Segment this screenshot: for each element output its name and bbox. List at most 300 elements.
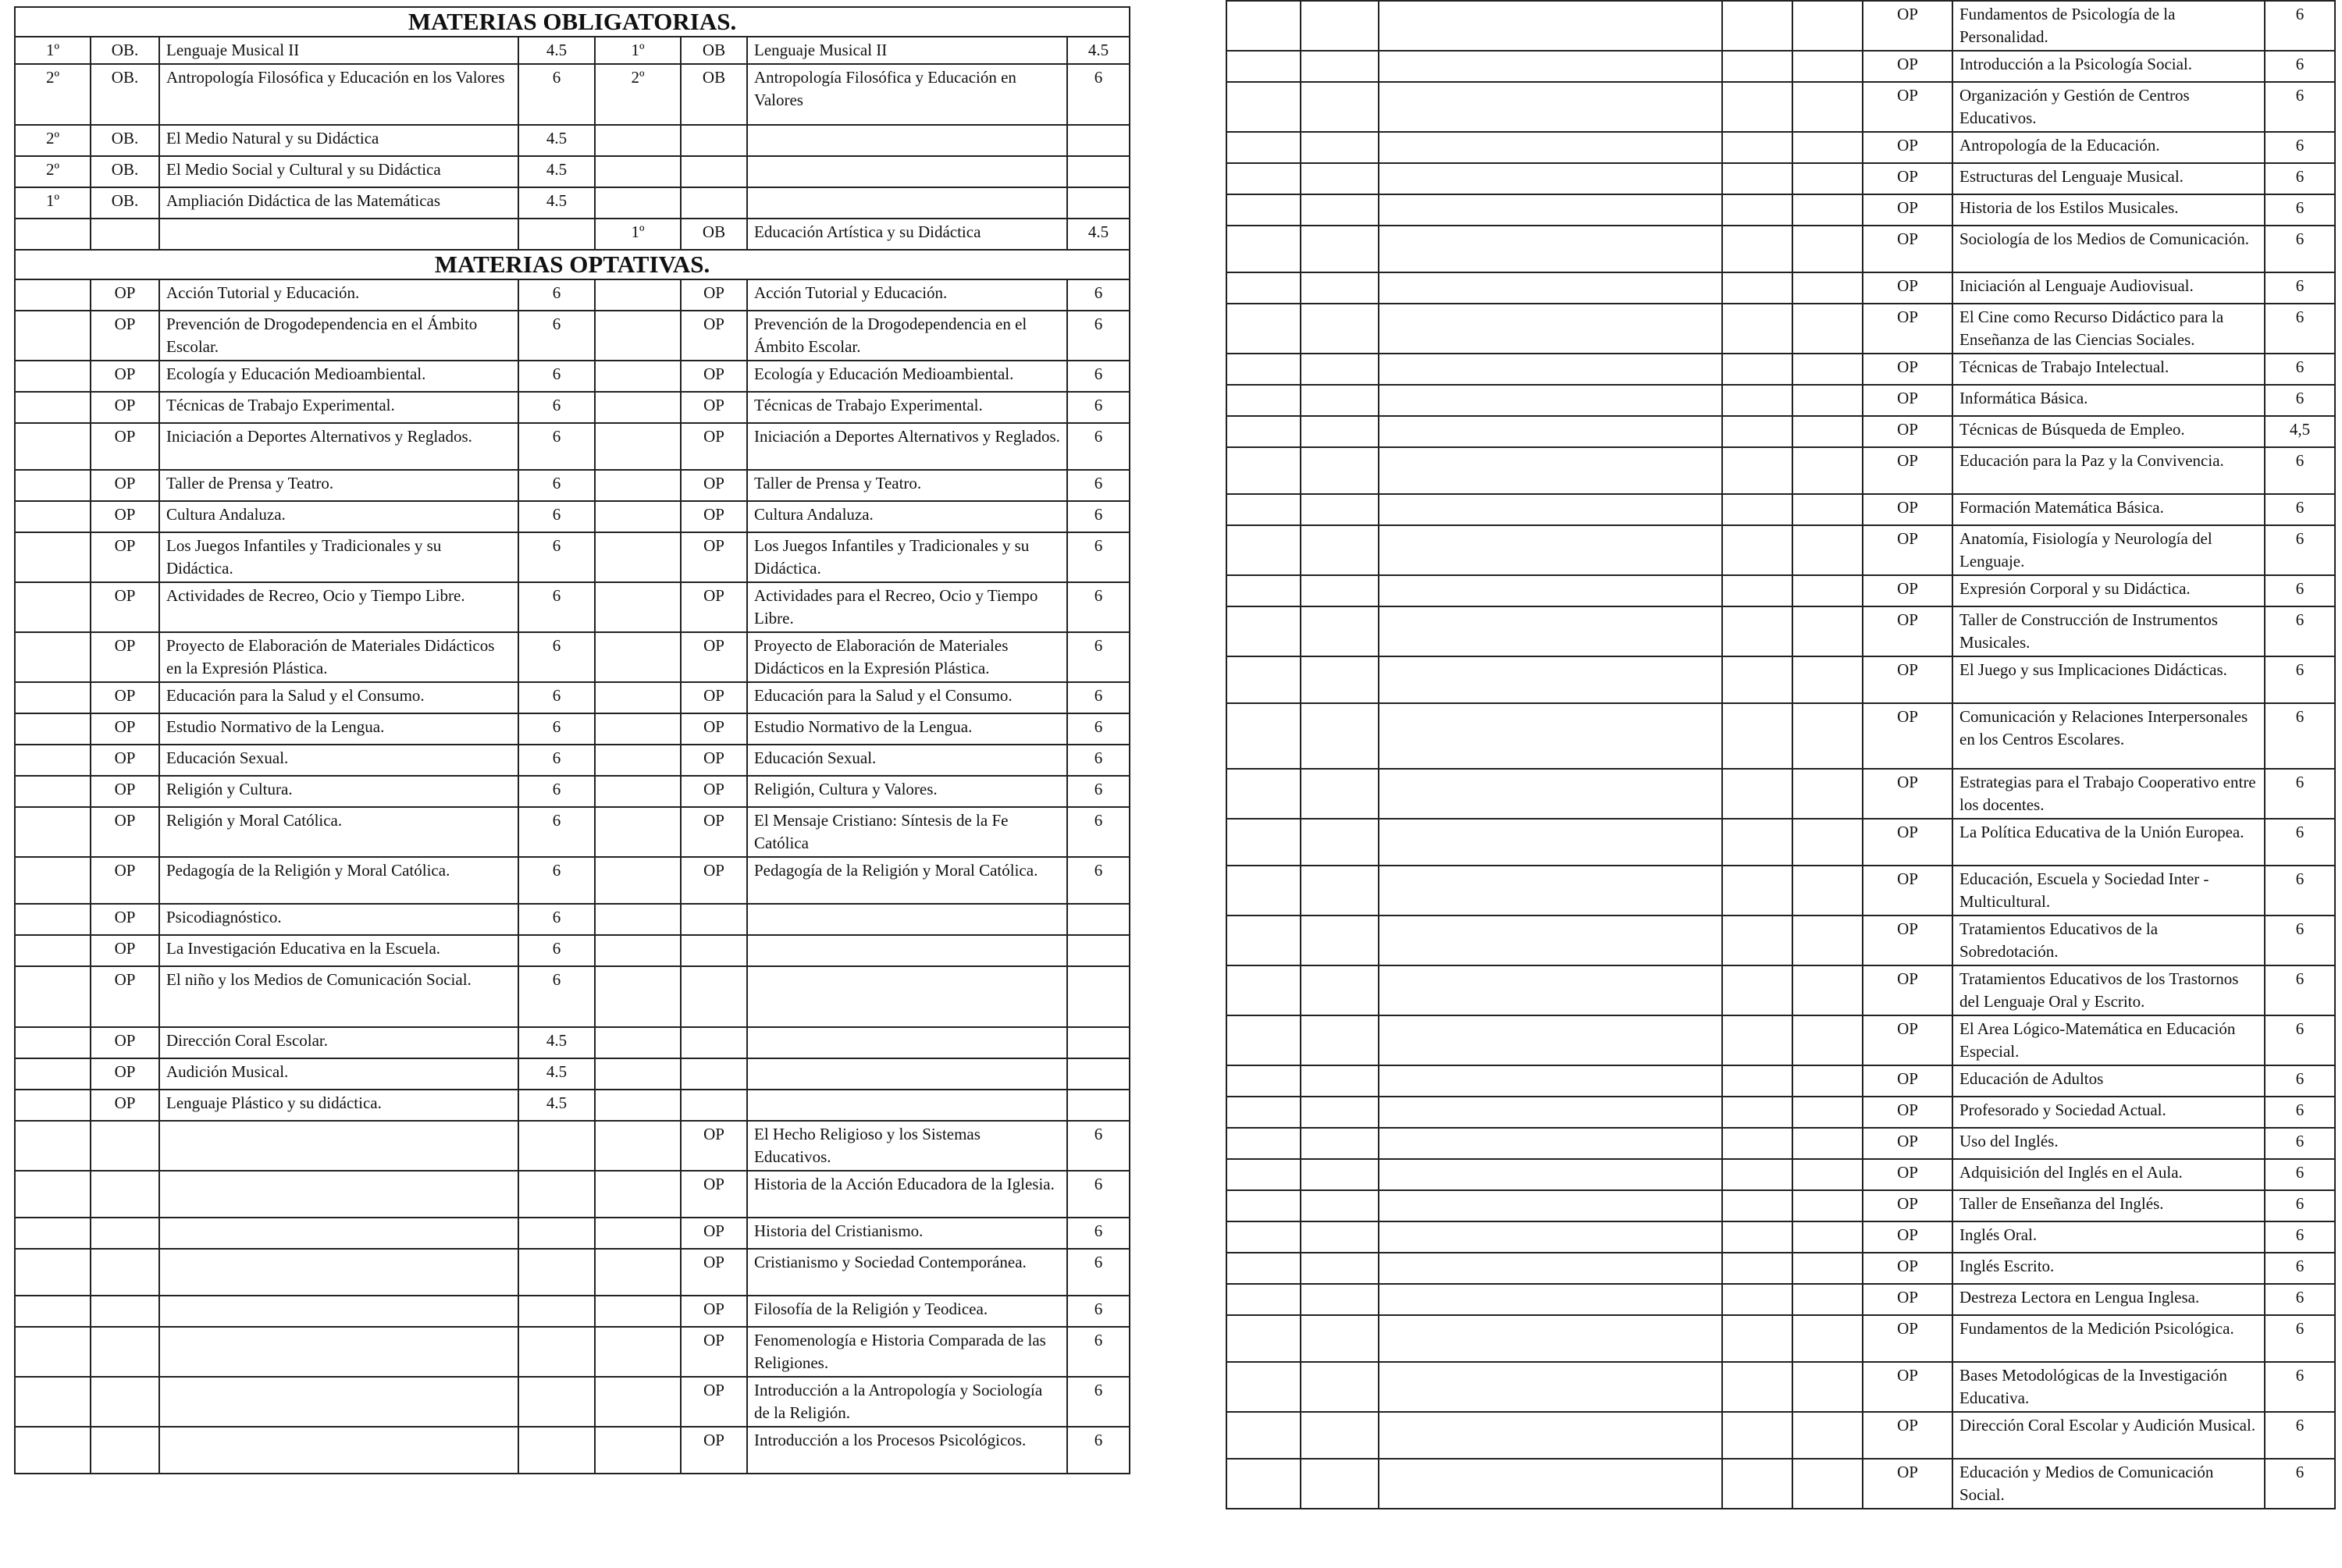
- blank-cell: [1379, 494, 1722, 525]
- course-cell: [15, 1090, 91, 1121]
- type-cell: OP: [1863, 1362, 1952, 1412]
- credits-cell: 6: [2265, 703, 2335, 769]
- credits-cell: 6: [1067, 1249, 1130, 1296]
- blank-cell: [1722, 606, 1792, 656]
- blank-cell: [1722, 494, 1792, 525]
- table-row: [15, 966, 1130, 1027]
- table-row: [15, 125, 1130, 156]
- subject-cell: Dirección Coral Escolar.: [159, 1027, 518, 1058]
- type-cell: OP: [681, 1296, 747, 1327]
- type-cell: [91, 1327, 159, 1377]
- blank-cell: [1792, 1097, 1863, 1128]
- blank-cell: [1792, 1362, 1863, 1412]
- credits-cell: 6: [518, 392, 595, 423]
- subject-cell: [747, 156, 1067, 187]
- blank-cell: [1226, 1412, 1301, 1459]
- blank-cell: [1301, 272, 1379, 304]
- subject-cell: Educación Artística y su Didáctica: [747, 219, 1067, 250]
- blank-cell: [1722, 51, 1792, 82]
- blank-cell: [1226, 226, 1301, 272]
- credits-cell: 6: [2265, 354, 2335, 385]
- type-cell: OP: [681, 1327, 747, 1377]
- blank-cell: [1722, 656, 1792, 703]
- table-row: [15, 423, 1130, 470]
- type-cell: [681, 156, 747, 187]
- subject-cell: Proyecto de Elaboración de Materiales Didácticos en la Expresión Plástica.: [159, 632, 518, 682]
- course-cell: [15, 904, 91, 935]
- type-cell: OP: [681, 532, 747, 582]
- subject-cell: Historia de los Estilos Musicales.: [1952, 194, 2265, 226]
- subject-cell: Prevención de la Drogodependencia en el Ámbito Escolar.: [747, 311, 1067, 361]
- course-cell: [15, 1171, 91, 1218]
- type-cell: OP: [91, 470, 159, 501]
- credits-cell: [518, 1427, 595, 1474]
- course-cell: [15, 279, 91, 311]
- subject-cell: [747, 1058, 1067, 1090]
- credits-cell: 6: [518, 966, 595, 1027]
- subject-cell: [159, 1171, 518, 1218]
- type-cell: OP: [681, 470, 747, 501]
- credits-cell: 6: [1067, 64, 1130, 125]
- credits-cell: 6: [1067, 423, 1130, 470]
- credits-cell: 6: [2265, 1159, 2335, 1190]
- type-cell: OP: [681, 1218, 747, 1249]
- credits-cell: 6: [2265, 226, 2335, 272]
- blank-cell: [1301, 416, 1379, 447]
- blank-cell: [1792, 525, 1863, 575]
- blank-cell: [1301, 965, 1379, 1015]
- blank-cell: [1722, 1065, 1792, 1097]
- credits-cell: [518, 1377, 595, 1427]
- course-cell: [15, 423, 91, 470]
- table-row: [15, 632, 1130, 682]
- blank-cell: [1226, 1362, 1301, 1412]
- type-cell: OP: [1863, 575, 1952, 606]
- type-cell: OP: [1863, 819, 1952, 866]
- type-cell: OP: [1863, 606, 1952, 656]
- blank-cell: [1722, 575, 1792, 606]
- blank-cell: [1792, 916, 1863, 965]
- blank-cell: [1301, 194, 1379, 226]
- table-row: [15, 532, 1130, 582]
- course-cell: [15, 582, 91, 632]
- subject-cell: Fundamentos de la Medición Psicológica.: [1952, 1315, 2265, 1362]
- credits-cell: 6: [1067, 632, 1130, 682]
- blank-cell: [1226, 1253, 1301, 1284]
- course-cell: [15, 1296, 91, 1327]
- blank-cell: [1379, 354, 1722, 385]
- table-row: [1226, 447, 2335, 494]
- type-cell: OB: [681, 219, 747, 250]
- subject-cell: Antropología Filosófica y Educación en los Valores: [159, 64, 518, 125]
- type-cell: OP: [1863, 525, 1952, 575]
- blank-cell: [1792, 1128, 1863, 1159]
- course-cell: [15, 1249, 91, 1296]
- table-row: [1226, 703, 2335, 769]
- subject-cell: Estructuras del Lenguaje Musical.: [1952, 163, 2265, 194]
- table-row: [1226, 916, 2335, 965]
- course-cell: [15, 935, 91, 966]
- subject-cell: [747, 125, 1067, 156]
- type-cell: OP: [1863, 1459, 1952, 1509]
- subject-cell: Historia de la Acción Educadora de la Iglesia.: [747, 1171, 1067, 1218]
- type-cell: OP: [681, 682, 747, 713]
- credits-cell: 4.5: [1067, 219, 1130, 250]
- credits-cell: 6: [2265, 1315, 2335, 1362]
- subject-cell: Inglés Oral.: [1952, 1221, 2265, 1253]
- course-cell: [595, 904, 681, 935]
- table-row: [15, 279, 1130, 311]
- type-cell: OP: [1863, 416, 1952, 447]
- credits-cell: 6: [2265, 769, 2335, 819]
- credits-cell: 6: [1067, 1218, 1130, 1249]
- subject-cell: [159, 1249, 518, 1296]
- subject-cell: Introducción a los Procesos Psicológicos.: [747, 1427, 1067, 1474]
- blank-cell: [1301, 494, 1379, 525]
- table-row: [15, 392, 1130, 423]
- credits-cell: 6: [518, 776, 595, 807]
- credits-cell: 6: [2265, 866, 2335, 916]
- type-cell: OP: [1863, 354, 1952, 385]
- course-cell: 2º: [595, 64, 681, 125]
- subject-cell: Lenguaje Musical II: [159, 37, 518, 64]
- credits-cell: 6: [2265, 1284, 2335, 1315]
- type-cell: [681, 1058, 747, 1090]
- blank-cell: [1722, 1253, 1792, 1284]
- subject-cell: Antropología de la Educación.: [1952, 132, 2265, 163]
- type-cell: OP: [91, 904, 159, 935]
- blank-cell: [1722, 819, 1792, 866]
- course-cell: [15, 501, 91, 532]
- table-row: [1226, 226, 2335, 272]
- blank-cell: [1792, 1065, 1863, 1097]
- credits-cell: 6: [1067, 1427, 1130, 1474]
- subject-cell: Taller de Enseñanza del Inglés.: [1952, 1190, 2265, 1221]
- type-cell: [681, 1090, 747, 1121]
- subject-cell: [159, 1427, 518, 1474]
- course-cell: [595, 187, 681, 219]
- subject-cell: Iniciación a Deportes Alternativos y Reglados.: [159, 423, 518, 470]
- blank-cell: [1722, 866, 1792, 916]
- subject-cell: Informática Básica.: [1952, 385, 2265, 416]
- type-cell: OP: [1863, 1097, 1952, 1128]
- type-cell: OP: [1863, 1253, 1952, 1284]
- type-cell: OP: [681, 582, 747, 632]
- table-row: [1226, 866, 2335, 916]
- blank-cell: [1226, 1221, 1301, 1253]
- course-cell: [595, 745, 681, 776]
- table-row: [1226, 1190, 2335, 1221]
- subject-cell: El Medio Social y Cultural y su Didáctica: [159, 156, 518, 187]
- table-row: [15, 682, 1130, 713]
- blank-cell: [1379, 819, 1722, 866]
- blank-cell: [1792, 965, 1863, 1015]
- course-cell: [15, 470, 91, 501]
- subject-cell: Actividades de Recreo, Ocio y Tiempo Libre.: [159, 582, 518, 632]
- subject-cell: El Mensaje Cristiano: Síntesis de la Fe Católica: [747, 807, 1067, 857]
- subject-cell: [159, 219, 518, 250]
- subject-cell: Pedagogía de la Religión y Moral Católica.: [747, 857, 1067, 904]
- credits-cell: [1067, 187, 1130, 219]
- course-cell: [15, 532, 91, 582]
- blank-cell: [1226, 1190, 1301, 1221]
- blank-cell: [1379, 163, 1722, 194]
- blank-cell: [1301, 1159, 1379, 1190]
- blank-cell: [1379, 1159, 1722, 1190]
- table-row: [15, 1377, 1130, 1427]
- blank-cell: [1301, 132, 1379, 163]
- blank-cell: [1301, 354, 1379, 385]
- blank-cell: [1792, 447, 1863, 494]
- credits-cell: 6: [1067, 501, 1130, 532]
- blank-cell: [1792, 575, 1863, 606]
- blank-cell: [1379, 194, 1722, 226]
- blank-cell: [1792, 385, 1863, 416]
- course-cell: [595, 857, 681, 904]
- table-row: [1226, 1159, 2335, 1190]
- type-cell: OP: [91, 682, 159, 713]
- credits-cell: 6: [1067, 392, 1130, 423]
- type-cell: [91, 1218, 159, 1249]
- credits-cell: 6: [1067, 361, 1130, 392]
- subject-cell: Introducción a la Psicología Social.: [1952, 51, 2265, 82]
- table-row: [1226, 385, 2335, 416]
- credits-cell: 6: [518, 807, 595, 857]
- blank-cell: [1792, 1159, 1863, 1190]
- blank-cell: [1301, 226, 1379, 272]
- subject-cell: Fenomenología e Historia Comparada de las Religiones.: [747, 1327, 1067, 1377]
- course-cell: [595, 501, 681, 532]
- credits-cell: 6: [2265, 385, 2335, 416]
- subject-cell: [747, 904, 1067, 935]
- credits-cell: 6: [1067, 807, 1130, 857]
- credits-cell: 4.5: [518, 1027, 595, 1058]
- subject-cell: Fundamentos de Psicología de la Personalidad.: [1952, 1, 2265, 51]
- credits-cell: 6: [1067, 311, 1130, 361]
- credits-cell: 6: [2265, 82, 2335, 132]
- subject-cell: Religión y Cultura.: [159, 776, 518, 807]
- credits-cell: 6: [518, 713, 595, 745]
- table-row: [15, 64, 1130, 125]
- credits-cell: 6: [518, 682, 595, 713]
- type-cell: OP: [681, 713, 747, 745]
- credits-cell: 6: [2265, 1015, 2335, 1065]
- blank-cell: [1301, 304, 1379, 354]
- type-cell: OP: [91, 582, 159, 632]
- table-row: [15, 745, 1130, 776]
- blank-cell: [1226, 819, 1301, 866]
- course-cell: [595, 392, 681, 423]
- blank-cell: [1301, 1, 1379, 51]
- blank-cell: [1301, 819, 1379, 866]
- type-cell: OP: [1863, 272, 1952, 304]
- table-row: [15, 713, 1130, 745]
- table-row: [1226, 1412, 2335, 1459]
- credits-cell: 6: [1067, 1296, 1130, 1327]
- blank-cell: [1226, 1284, 1301, 1315]
- table-row: [15, 1121, 1130, 1171]
- blank-cell: [1379, 272, 1722, 304]
- credits-cell: 6: [1067, 713, 1130, 745]
- credits-cell: 6: [2265, 132, 2335, 163]
- type-cell: OP: [681, 857, 747, 904]
- blank-cell: [1792, 51, 1863, 82]
- table-row: [1226, 1128, 2335, 1159]
- blank-cell: [1379, 51, 1722, 82]
- type-cell: OP: [1863, 1412, 1952, 1459]
- credits-cell: 6: [2265, 606, 2335, 656]
- credits-cell: 4.5: [518, 156, 595, 187]
- subject-cell: Taller de Prensa y Teatro.: [747, 470, 1067, 501]
- blank-cell: [1379, 866, 1722, 916]
- type-cell: OP: [1863, 163, 1952, 194]
- blank-cell: [1226, 606, 1301, 656]
- course-cell: [595, 682, 681, 713]
- credits-cell: 6: [2265, 575, 2335, 606]
- blank-cell: [1379, 1221, 1722, 1253]
- credits-cell: [518, 1171, 595, 1218]
- type-cell: OP: [1863, 1284, 1952, 1315]
- credits-cell: [1067, 125, 1130, 156]
- table-row: [1226, 1253, 2335, 1284]
- type-cell: OP: [681, 745, 747, 776]
- blank-cell: [1379, 132, 1722, 163]
- subject-cell: Acción Tutorial y Educación.: [159, 279, 518, 311]
- table-row: [1226, 1284, 2335, 1315]
- table-row: [1226, 1315, 2335, 1362]
- blank-cell: [1379, 1362, 1722, 1412]
- type-cell: OP: [1863, 132, 1952, 163]
- type-cell: OP: [1863, 1, 1952, 51]
- subject-cell: [159, 1327, 518, 1377]
- blank-cell: [1301, 1315, 1379, 1362]
- blank-cell: [1226, 354, 1301, 385]
- type-cell: OP: [91, 423, 159, 470]
- blank-cell: [1226, 51, 1301, 82]
- course-cell: [595, 470, 681, 501]
- course-cell: 1º: [595, 37, 681, 64]
- blank-cell: [1301, 703, 1379, 769]
- course-cell: [595, 1427, 681, 1474]
- subject-cell: Cultura Andaluza.: [747, 501, 1067, 532]
- credits-cell: 6: [2265, 1362, 2335, 1412]
- blank-cell: [1722, 272, 1792, 304]
- type-cell: [91, 1296, 159, 1327]
- course-cell: [15, 311, 91, 361]
- subject-cell: La Política Educativa de la Unión Europea.: [1952, 819, 2265, 866]
- credits-cell: 6: [518, 904, 595, 935]
- type-cell: OP: [91, 776, 159, 807]
- subject-cell: [747, 935, 1067, 966]
- blank-cell: [1226, 1159, 1301, 1190]
- type-cell: [91, 1171, 159, 1218]
- credits-cell: 6: [518, 470, 595, 501]
- course-cell: [595, 1218, 681, 1249]
- blank-cell: [1722, 1, 1792, 51]
- blank-cell: [1301, 656, 1379, 703]
- blank-cell: [1301, 1221, 1379, 1253]
- course-cell: [595, 1296, 681, 1327]
- blank-cell: [1722, 1284, 1792, 1315]
- course-cell: [595, 632, 681, 682]
- type-cell: OP: [681, 423, 747, 470]
- credits-cell: 6: [518, 423, 595, 470]
- type-cell: OP: [91, 1090, 159, 1121]
- type-cell: OB.: [91, 64, 159, 125]
- subject-cell: Lenguaje Musical II: [747, 37, 1067, 64]
- subject-cell: Acción Tutorial y Educación.: [747, 279, 1067, 311]
- blank-cell: [1379, 1128, 1722, 1159]
- blank-cell: [1226, 82, 1301, 132]
- blank-cell: [1379, 1097, 1722, 1128]
- blank-cell: [1792, 606, 1863, 656]
- course-cell: [595, 1249, 681, 1296]
- blank-cell: [1792, 1221, 1863, 1253]
- credits-cell: 6: [2265, 916, 2335, 965]
- credits-cell: 6: [2265, 656, 2335, 703]
- blank-cell: [1792, 1190, 1863, 1221]
- type-cell: OP: [1863, 1190, 1952, 1221]
- course-cell: [595, 966, 681, 1027]
- course-cell: [595, 361, 681, 392]
- table-row: [15, 1171, 1130, 1218]
- optativas-title: MATERIAS OPTATIVAS.: [15, 250, 1130, 279]
- subject-cell: [159, 1121, 518, 1171]
- course-cell: [15, 1427, 91, 1474]
- credits-cell: 6: [1067, 682, 1130, 713]
- table-row: [15, 1090, 1130, 1121]
- blank-cell: [1379, 656, 1722, 703]
- subject-cell: Formación Matemática Básica.: [1952, 494, 2265, 525]
- blank-cell: [1722, 385, 1792, 416]
- credits-cell: 4.5: [518, 187, 595, 219]
- blank-cell: [1379, 1190, 1722, 1221]
- subject-cell: Uso del Inglés.: [1952, 1128, 2265, 1159]
- course-cell: [595, 532, 681, 582]
- type-cell: OP: [1863, 1015, 1952, 1065]
- blank-cell: [1301, 916, 1379, 965]
- blank-cell: [1722, 304, 1792, 354]
- course-cell: [595, 125, 681, 156]
- table-row: [1226, 525, 2335, 575]
- blank-cell: [1792, 1253, 1863, 1284]
- subject-cell: Educación Sexual.: [747, 745, 1067, 776]
- type-cell: OP: [681, 501, 747, 532]
- credits-cell: 6: [2265, 1097, 2335, 1128]
- table-row: [15, 904, 1130, 935]
- blank-cell: [1379, 606, 1722, 656]
- table-row: [1226, 575, 2335, 606]
- type-cell: OP: [91, 311, 159, 361]
- blank-cell: [1722, 1128, 1792, 1159]
- table-row: [15, 311, 1130, 361]
- table-row: [15, 776, 1130, 807]
- course-cell: [595, 1121, 681, 1171]
- subject-cell: Técnicas de Trabajo Experimental.: [747, 392, 1067, 423]
- blank-cell: [1226, 416, 1301, 447]
- blank-cell: [1792, 656, 1863, 703]
- blank-cell: [1379, 965, 1722, 1015]
- type-cell: OP: [681, 1121, 747, 1171]
- blank-cell: [1301, 163, 1379, 194]
- table-row: [1226, 1221, 2335, 1253]
- credits-cell: [518, 1121, 595, 1171]
- subject-cell: Educación, Escuela y Sociedad Inter - Multicultural.: [1952, 866, 2265, 916]
- right-subjects-table: [1226, 0, 2336, 1509]
- blank-cell: [1792, 1315, 1863, 1362]
- subject-cell: La Investigación Educativa en la Escuela.: [159, 935, 518, 966]
- type-cell: OP: [91, 966, 159, 1027]
